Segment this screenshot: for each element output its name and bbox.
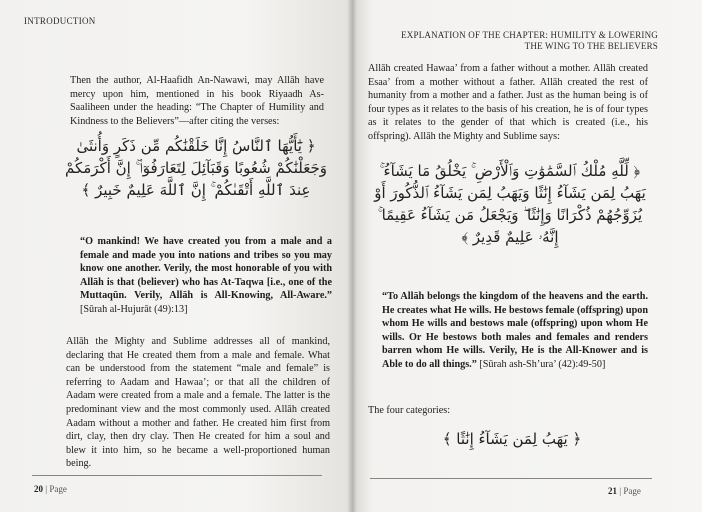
left-translation-ref: [Sūrah al-Hujurāt (49):13] [80,303,188,315]
right-intro-paragraph: Allāh created Hawaa’ from a father without a mother. Allāh created Esaa’ from a mother without a father. Allāh created the rest of humanity from a mother and a father. Just as the human being is of four types as it relates to the basis of his creation, he is of four types as it relates to the gender of that which is created (i.e., his offspring). Allāh the Mighty and Sublime says: [368,63,648,142]
right-running-header [378,30,658,52]
right-header-line-2: THE WING TO THE BELIEVERS [524,41,658,51]
right-page-number: 21 | Page [608,486,641,496]
right-footer-rule [370,478,652,479]
left-running-header: INTRODUCTION [24,16,96,26]
book-gutter [347,0,357,512]
right-page [352,0,702,512]
right-arabic-verse-2: ﴿ يَهَبُ لِمَن يَشَآءُ إِنَٰثًا ﴾ [442,430,582,448]
right-translation-text: “To Allāh belongs the kingdom of the heavens and the earth. He creates what He wills. He bestows female (offspring) upon whom He wills and bestows male (offspring) upon whom He wills. Or He bestows both males and females and renders barren whom He wills. Verily, He is the All-Knower and is Able to do all things.” [382,291,648,370]
left-translation [80,235,332,317]
left-arabic-verse: ﴿ يَٰٓأَيُّهَا ٱلنَّاسُ إِنَّا خَلَقْنَٰكُم مِّن ذَكَرٍ وَأُنثَىٰ وَجَعَلْنَٰكُمْ شُعُوبًا وَقَبَآئِلَ لِتَعَارَفُوٓا۟ ۚ إِنَّ أَكْرَمَكُمْ عِندَ ٱللَّهِ أَتْقَىٰكُمْ ۚ إِنَّ ٱللَّهَ عَلِيمٌ خَبِيرٌ ﴾ [64,137,328,199]
right-page-num: 21 [608,486,617,496]
right-header-line-1: EXPLANATION OF THE CHAPTER: HUMILITY & LOWERING [401,30,658,40]
right-translation [382,290,648,372]
left-page-word: Page [49,484,67,494]
left-footer-rule [32,475,322,476]
right-translation-ref: [Sūrah ash-Sh’ura’ (42):49-50] [479,358,606,370]
left-page-number: 20 | Page [34,484,67,494]
left-intro-paragraph: Then the author, Al-Haafidh An-Nawawi, may Allāh have mercy upon him, mentioned in his book Riyaadh As-Saaliheen under the heading: “The Chapter of Humility and Kindness to the Believers”—after citing the verses: [70,75,324,127]
left-translation-text: “O mankind! We have created you from a male and a female and made you into nations and tribes so you may know one another. Verily, the most honorable of you with Allāh is that (believer) who has At-Taqwa [i.e., one of the Muttaqūn. Verily, Allāh is All-Knowing, All-Aware.” [80,236,332,302]
left-body-paragraph: Allāh the Mighty and Sublime addresses all of mankind, declaring that He created them from a male and female. What can be understood from the statement “male and female” is referring to Aadam and Hawaa’; or that all the children of Aadam were created from a male and a female. The latter is the predominant view and the most commonly used. Allāh created Aadam without a mother and father. He created him first from dirt, clay, then dry clay. Then He created for him a soul and blew it into him, so he became a well-proportioned human being. [66,336,330,470]
left-page-num: 20 [34,484,43,494]
right-arabic-verse: ﴿ لِّلَّهِ مُلْكُ ٱلسَّمَٰوَٰتِ وَٱلْأَرْضِ ۚ يَخْلُقُ مَا يَشَآءُ ۚ يَهَبُ لِمَن يَشَآءُ إِنَٰثًا وَيَهَبُ لِمَن يَشَآءُ ٱلذُّكُورَ أَوْ يُزَوِّجُهُمْ ذُكْرَانًا وَإِنَٰثًا ۖ وَيَجْعَلُ مَن يَشَآءُ عَقِيمًا ۚ إِنَّهُۥ عَلِيمٌ قَدِيرٌ ﴾ [374,162,646,246]
right-four-categories: The four categories: [368,405,451,416]
right-page-word: Page [623,486,641,496]
